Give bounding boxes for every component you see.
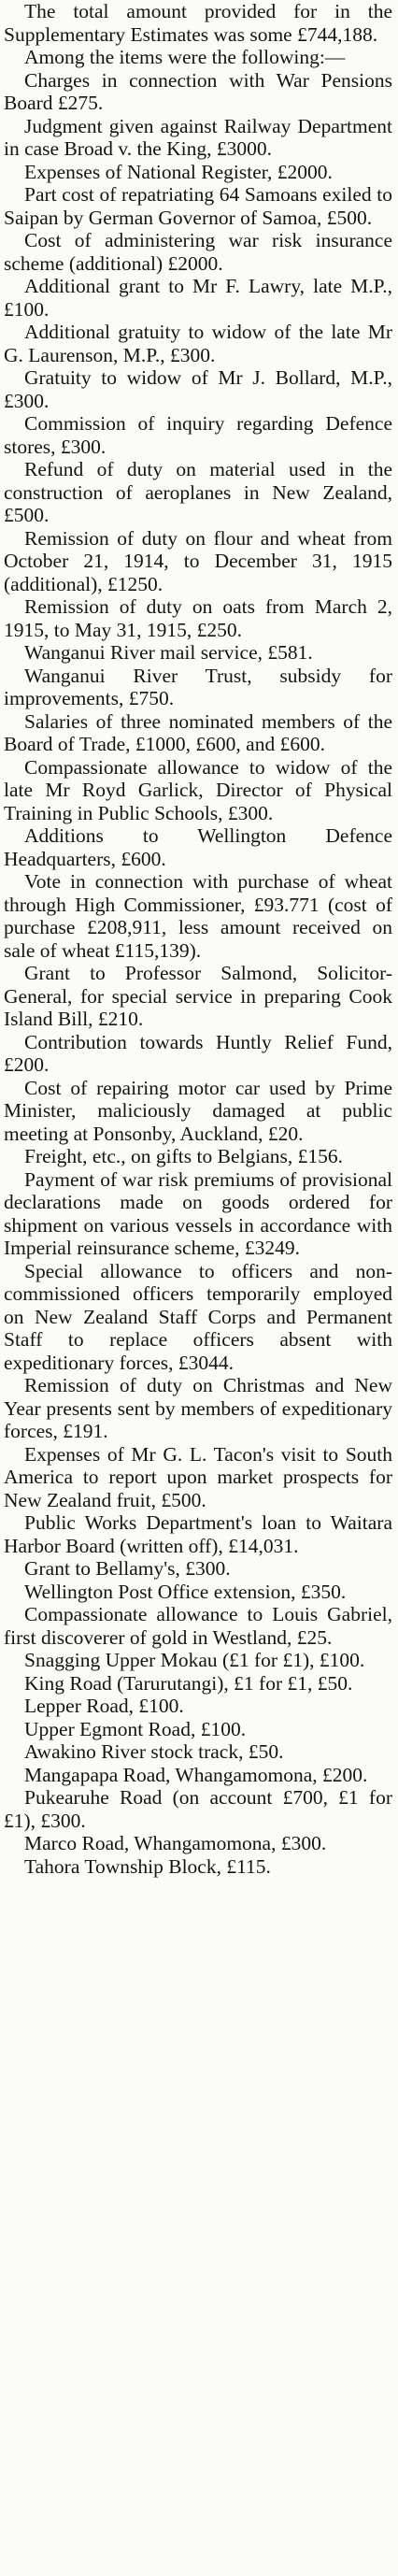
paragraph-tahora-block: Tahora Township Block, £115. xyxy=(24,1854,271,1878)
paragraph-garlick-allowance: Compassionate allowance to widow of the late Mr Royd Garlick, Director of Physical Training in Public Schools, £300. xyxy=(4,755,392,824)
paragraph-laurenson-gratuity: Additional gratuity to widow of the late Mr G. Laurenson, M.P., £300. xyxy=(4,321,392,366)
paragraph-defence-stores: Commission of inquiry regarding Defence stores, £300. xyxy=(4,412,392,458)
paragraph-king-road: King Road (Tarurutangi), £1 for £1, £50. xyxy=(24,1671,353,1695)
paragraph-tacon-visit: Expenses of Mr G. L. Tacon's visit to South America to report upon market prospects for New Zealand fruit, £500. xyxy=(4,1442,392,1511)
paragraph-motor-car: Cost of repairing motor car used by Prime Minister, maliciously damaged at public meeting at Ponsonby, Auckland, £20. xyxy=(4,1076,392,1145)
paragraph-awakino-track: Awakino River stock track, £50. xyxy=(24,1740,284,1763)
paragraph-aeroplanes: Refund of duty on material used in the construction of aeroplanes in New Zealand, £500. xyxy=(4,458,392,526)
paragraph-board-of-trade: Salaries of three nominated members of the Board of Trade, £1000, £600, and £600. xyxy=(4,709,392,755)
paragraph-wanganui-mail: Wanganui River mail service, £581. xyxy=(24,641,313,664)
paragraph-egmont-road: Upper Egmont Road, £100. xyxy=(24,1717,247,1740)
paragraph-belgians: Freight, etc., on gifts to Belgians, £156. xyxy=(24,1145,343,1167)
paragraph-defence-headquarters: Additions to Wellington Defence Headquarters, £600. xyxy=(4,824,392,870)
paragraph-pukearuhe-road: Pukearuhe Road (on account £700, £1 for £1), £300. xyxy=(4,1786,392,1832)
paragraph-lepper-road: Lepper Road, £100. xyxy=(24,1695,184,1717)
paragraph-wanganui-trust: Wanganui River Trust, subsidy for improvements, £750. xyxy=(4,664,392,709)
paragraph-post-office: Wellington Post Office extension, £350. xyxy=(24,1580,347,1603)
paragraph-christmas-presents: Remission of duty on Christmas and New Year presents sent by members of expeditionary forces, £191. xyxy=(4,1374,392,1442)
paragraph-salmond-grant: Grant to Professor Salmond, Solicitor-General, for special service in preparing Cook Island Bill, £210. xyxy=(4,962,392,1030)
paragraph-total-amount: The total amount provided for in the Supplementary Estimates was some £744,188. xyxy=(4,0,392,46)
paragraph-war-risk-insurance: Cost of administering war risk insurance scheme (additional) £2000. xyxy=(4,229,392,275)
paragraph-wheat-purchase: Vote in connection with purchase of wheat through High Commissioner, £93.771 (cost of purchase £208,911, less amount received on sale of wheat £115,139). xyxy=(4,870,392,962)
paragraph-railway-judgment: Judgment given against Railway Department in case Broad v. the King, £3000. xyxy=(4,114,392,160)
paragraph-items-intro: Among the items were the following:— xyxy=(24,46,346,68)
paragraph-waitara-loan: Public Works Department's loan to Waitara Harbor Board (written off), £14,031. xyxy=(4,1511,392,1557)
paragraph-gabriel-allowance: Compassionate allowance to Louis Gabriel, first discoverer of gold in Westland, £25. xyxy=(4,1603,392,1649)
paragraph-war-pensions: Charges in connection with War Pensions Board £275. xyxy=(4,68,392,114)
paragraph-bellamys: Grant to Bellamy's, £300. xyxy=(24,1557,231,1580)
paragraph-lawry-grant: Additional grant to Mr F. Lawry, late M.P., £100. xyxy=(4,275,392,321)
paragraph-bollard-gratuity: Gratuity to widow of Mr J. Bollard, M.P., £300. xyxy=(4,366,392,412)
paragraph-special-allowance: Special allowance to officers and non-commissioned officers temporarily employed on New Zealand Staff Corps and Permanent Staff to replace officers absent with expeditionary forces, £3044. xyxy=(4,1259,392,1374)
paragraph-oats: Remission of duty on oats from March 2, 1915, to May 31, 1915, £250. xyxy=(4,595,392,641)
paragraph-mokau-snagging: Snagging Upper Mokau (£1 for £1), £100. xyxy=(24,1649,365,1671)
paragraph-huntly-relief: Contribution towards Huntly Relief Fund, £200. xyxy=(4,1030,392,1076)
paragraph-war-risk-premiums: Payment of war risk premiums of provisional declarations made on goods ordered for shipment on various vessels in accordance with Imperial reinsurance scheme, £3249. xyxy=(4,1167,392,1259)
paragraph-samoans: Part cost of repatriating 64 Samoans exiled to Saipan by German Governor of Samoa, £500. xyxy=(4,183,392,229)
paragraph-national-register: Expenses of National Register, £2000. xyxy=(24,160,333,183)
paragraph-mangapapa-road: Mangapapa Road, Whangamomona, £200. xyxy=(24,1763,368,1786)
paragraph-marco-road: Marco Road, Whangamomona, £300. xyxy=(24,1832,327,1854)
paragraph-flour-wheat: Remission of duty on flour and wheat from October 21, 1914, to December 31, 1915 (additional), £1250. xyxy=(4,526,392,595)
